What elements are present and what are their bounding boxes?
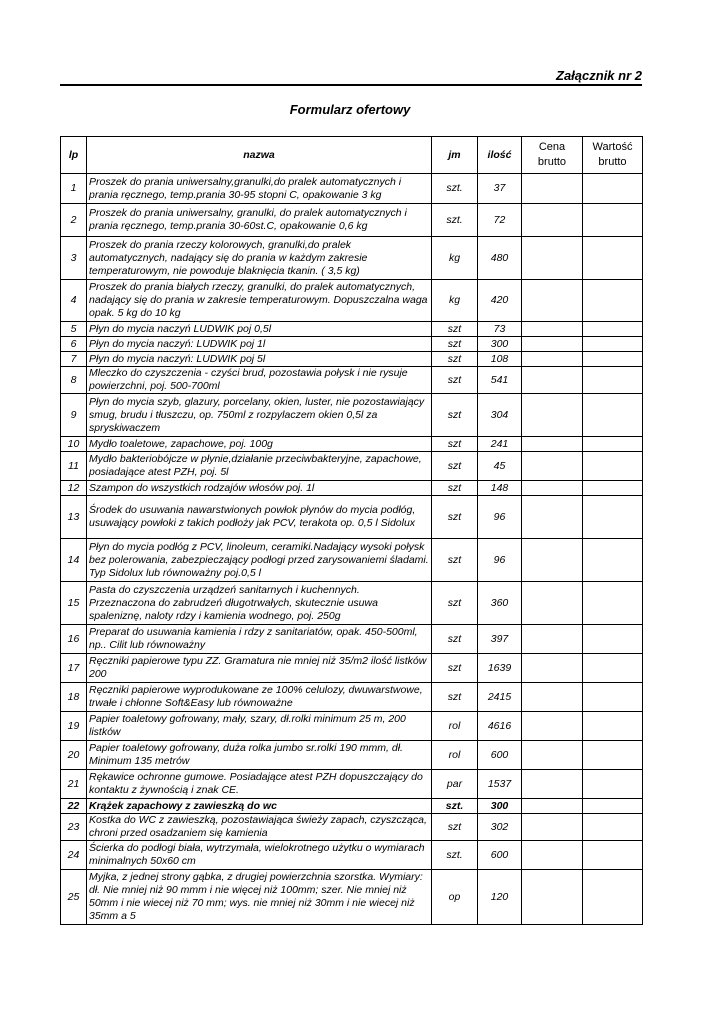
table-row [61, 539, 643, 582]
item-unit: par [432, 770, 478, 799]
price-cell [522, 741, 583, 770]
col-unit-header: jm [432, 137, 478, 174]
table-row [61, 625, 643, 654]
row-number: 2 [61, 204, 87, 237]
value-cell [583, 741, 643, 770]
item-unit: szt [432, 437, 478, 452]
item-unit: rol [432, 741, 478, 770]
item-unit: szt [432, 814, 478, 841]
item-quantity: 1639 [478, 654, 522, 683]
price-cell [522, 337, 583, 352]
item-quantity: 541 [478, 367, 522, 394]
value-cell [583, 322, 643, 337]
item-quantity: 1537 [478, 770, 522, 799]
value-cell [583, 237, 643, 280]
item-quantity: 241 [478, 437, 522, 452]
table-row [61, 367, 643, 394]
row-number: 1 [61, 174, 87, 204]
item-name: Mleczko do czyszczenia - czyści brud, pozostawia połysk i nie rysuje powierzchni, poj. 500-700ml [87, 367, 432, 394]
row-number: 16 [61, 625, 87, 654]
value-cell [583, 841, 643, 870]
price-cell [522, 582, 583, 625]
item-quantity: 73 [478, 322, 522, 337]
row-number: 18 [61, 683, 87, 712]
price-cell [522, 654, 583, 683]
table-row [61, 237, 643, 280]
item-unit: szt [432, 367, 478, 394]
table-row [61, 352, 643, 367]
table-row [61, 452, 643, 481]
row-number: 22 [61, 799, 87, 814]
item-name: Proszek do prania rzeczy kolorowych, granulki,do pralek automatycznych, nadający się do prania w każdym zakresie temperaturowym, nie powoduje blaknięcia tkanin. ( 3,5 kg) [87, 237, 432, 280]
item-quantity: 360 [478, 582, 522, 625]
table-row [61, 770, 643, 799]
row-number: 11 [61, 452, 87, 481]
row-number: 15 [61, 582, 87, 625]
item-name: Szampon do wszystkich rodzajów włosów poj. 1l [87, 481, 432, 496]
item-unit: szt [432, 625, 478, 654]
table-row [61, 280, 643, 322]
value-cell [583, 452, 643, 481]
item-quantity: 397 [478, 625, 522, 654]
item-unit: szt [432, 394, 478, 437]
item-unit: szt [432, 481, 478, 496]
row-number: 24 [61, 841, 87, 870]
col-lp-header: lp [61, 137, 87, 174]
col-price-header: Cena brutto [522, 137, 583, 174]
row-number: 4 [61, 280, 87, 322]
price-cell [522, 841, 583, 870]
item-name: Pasta do czyszczenia urządzeń sanitarnych i kuchennych. Przeznaczona do zabrudzeń długotrwałych, skutecznie usuwa spaleniznę, naloty rdzy i kamienia wodnego, poj. 250g [87, 582, 432, 625]
item-name: Ścierka do podłogi biała, wytrzymała, wielokrotnego użytku o wymiarach minimalnych 50x60 cm [87, 841, 432, 870]
item-unit: szt. [432, 841, 478, 870]
item-name: Myjka, z jednej strony gąbka, z drugiej powierzchnia szorstka. Wymiary: dł. Nie mniej niż 90 mmm i nie więcej niż 100mm; szer. Nie mniej niż 50mm i nie wiecej niż 70 mm; wys. nie mniej niż 30mm i nie wiecej niż 35mm a 5 [87, 870, 432, 925]
item-quantity: 480 [478, 237, 522, 280]
price-cell [522, 539, 583, 582]
table-row [61, 481, 643, 496]
price-cell [522, 770, 583, 799]
item-unit: rol [432, 712, 478, 741]
item-name: Ręczniki papierowe typu ZZ. Gramatura nie mniej niż 35/m2 ilość listków 200 [87, 654, 432, 683]
row-number: 19 [61, 712, 87, 741]
value-cell [583, 582, 643, 625]
row-number: 12 [61, 481, 87, 496]
header-divider [60, 84, 642, 86]
value-cell [583, 799, 643, 814]
table-row [61, 712, 643, 741]
price-cell [522, 394, 583, 437]
item-name: Proszek do prania uniwersalny,granulki,do pralek automatycznych i prania ręcznego, temp.prania 30-95 stopni C, opakowanie 3 kg [87, 174, 432, 204]
item-unit: kg [432, 237, 478, 280]
item-name: Preparat do usuwania kamienia i rdzy z sanitariatów, opak. 450-500ml, np.. Cilit lub równoważny [87, 625, 432, 654]
table-row [61, 204, 643, 237]
item-name: Proszek do prania białych rzeczy, granulki, do pralek automatycznych, nadający się do prania w zakresie temperaturowym. Dopuszczalna waga opak. 5 kg do 10 kg [87, 280, 432, 322]
value-cell [583, 174, 643, 204]
price-cell [522, 237, 583, 280]
row-number: 17 [61, 654, 87, 683]
row-number: 8 [61, 367, 87, 394]
price-cell [522, 496, 583, 539]
item-name: Mydło toaletowe, zapachowe, poj. 100g [87, 437, 432, 452]
row-number: 25 [61, 870, 87, 925]
item-name: Płyn do mycia naczyń LUDWIK poj 0,5l [87, 322, 432, 337]
item-unit: szt. [432, 799, 478, 814]
price-cell [522, 452, 583, 481]
offer-table [60, 136, 643, 925]
price-cell [522, 870, 583, 925]
table-row [61, 582, 643, 625]
value-cell [583, 394, 643, 437]
item-name: Płyn do mycia podłóg z PCV, linoleum, ceramiki.Nadający wysoki połysk bez polerowania, zabezpieczający podłogi przed zarysowaniemi śladami. Typ Sidolux lub równoważny poj.0,5 l [87, 539, 432, 582]
item-quantity: 96 [478, 496, 522, 539]
price-cell [522, 481, 583, 496]
value-cell [583, 367, 643, 394]
value-cell [583, 539, 643, 582]
item-unit: szt. [432, 174, 478, 204]
row-number: 21 [61, 770, 87, 799]
item-quantity: 72 [478, 204, 522, 237]
col-quantity-header: ilość [478, 137, 522, 174]
table-row [61, 683, 643, 712]
value-cell [583, 496, 643, 539]
price-cell [522, 814, 583, 841]
value-cell [583, 712, 643, 741]
row-number: 5 [61, 322, 87, 337]
item-name: Płyn do mycia szyb, glazury, porcelany, okien, luster, nie pozostawiający smug, brudu i tłuszczu, op. 750ml z rozpylaczem okien 0,5l za spryskiwaczem [87, 394, 432, 437]
table-row [61, 799, 643, 814]
item-unit: kg [432, 280, 478, 322]
row-number: 9 [61, 394, 87, 437]
item-quantity: 300 [478, 799, 522, 814]
table-row [61, 654, 643, 683]
value-cell [583, 654, 643, 683]
item-quantity: 304 [478, 394, 522, 437]
attachment-label: Załącznik nr 2 [556, 68, 642, 83]
value-cell [583, 683, 643, 712]
item-unit: szt [432, 683, 478, 712]
item-quantity: 300 [478, 337, 522, 352]
item-unit: szt [432, 322, 478, 337]
item-unit: szt [432, 452, 478, 481]
col-value-header: Wartość brutto [583, 137, 643, 174]
price-cell [522, 322, 583, 337]
page-title: Formularz ofertowy [289, 102, 411, 117]
item-unit: szt [432, 337, 478, 352]
price-cell [522, 799, 583, 814]
value-cell [583, 352, 643, 367]
value-cell [583, 280, 643, 322]
item-quantity: 108 [478, 352, 522, 367]
item-name: Ręczniki papierowe wyprodukowane ze 100% celulozy, dwuwarstwowe, trwałe i chłonne Soft&Easy lub równoważne [87, 683, 432, 712]
row-number: 23 [61, 814, 87, 841]
item-quantity: 120 [478, 870, 522, 925]
table-row [61, 496, 643, 539]
value-cell [583, 870, 643, 925]
price-cell [522, 683, 583, 712]
table-row [61, 174, 643, 204]
item-unit: szt [432, 352, 478, 367]
item-name: Środek do usuwania nawarstwionych powłok płynów do mycia podłóg, usuwający powłoki z takich podłoży jak PCV, terakota op. 0,5 l Sidolux [87, 496, 432, 539]
row-number: 10 [61, 437, 87, 452]
item-name: Papier toaletowy gofrowany, duża rolka jumbo sr.rolki 190 mmm, dł. Minimum 135 metrów [87, 741, 432, 770]
item-quantity: 37 [478, 174, 522, 204]
row-number: 3 [61, 237, 87, 280]
value-cell [583, 625, 643, 654]
price-cell [522, 437, 583, 452]
item-name: Krążek zapachowy z zawieszką do wc [87, 799, 432, 814]
row-number: 13 [61, 496, 87, 539]
table-row [61, 322, 643, 337]
item-quantity: 600 [478, 841, 522, 870]
item-name: Proszek do prania uniwersalny, granulki, do pralek automatycznych i prania ręcznego, temp.prania 30-60st.C, opakowanie 0,6 kg [87, 204, 432, 237]
table-row [61, 437, 643, 452]
item-name: Mydło bakteriobójcze w płynie,działanie przeciwbakteryjne, zapachowe, posiadające atest PZH, poj. 5l [87, 452, 432, 481]
item-unit: op [432, 870, 478, 925]
table-row [61, 814, 643, 841]
item-quantity: 148 [478, 481, 522, 496]
item-quantity: 302 [478, 814, 522, 841]
table-header-row [61, 137, 643, 174]
item-quantity: 600 [478, 741, 522, 770]
table-row [61, 741, 643, 770]
value-cell [583, 814, 643, 841]
item-name: Rękawice ochronne gumowe. Posiadające atest PZH dopuszczający do kontaktu z żywnością i znak CE. [87, 770, 432, 799]
item-quantity: 45 [478, 452, 522, 481]
price-cell [522, 625, 583, 654]
item-name: Kostka do WC z zawieszką, pozostawiająca świeży zapach, czyszcząca, chroni przed osadzaniem się kamienia [87, 814, 432, 841]
row-number: 6 [61, 337, 87, 352]
price-cell [522, 204, 583, 237]
price-cell [522, 174, 583, 204]
row-number: 14 [61, 539, 87, 582]
item-unit: szt [432, 496, 478, 539]
price-cell [522, 712, 583, 741]
price-cell [522, 367, 583, 394]
item-quantity: 96 [478, 539, 522, 582]
value-cell [583, 337, 643, 352]
item-unit: szt [432, 654, 478, 683]
row-number: 7 [61, 352, 87, 367]
table-row [61, 394, 643, 437]
item-quantity: 4616 [478, 712, 522, 741]
item-quantity: 420 [478, 280, 522, 322]
table-row [61, 841, 643, 870]
item-unit: szt. [432, 204, 478, 237]
value-cell [583, 437, 643, 452]
price-cell [522, 280, 583, 322]
table-row [61, 337, 643, 352]
item-name: Płyn do mycia naczyń: LUDWIK poj 1l [87, 337, 432, 352]
item-name: Papier toaletowy gofrowany, mały, szary, dł.rolki minimum 25 m, 200 listków [87, 712, 432, 741]
col-name-header: nazwa [87, 137, 432, 174]
item-unit: szt [432, 539, 478, 582]
value-cell [583, 481, 643, 496]
row-number: 20 [61, 741, 87, 770]
value-cell [583, 204, 643, 237]
value-cell [583, 770, 643, 799]
item-quantity: 2415 [478, 683, 522, 712]
table-row [61, 870, 643, 925]
item-name: Płyn do mycia naczyń: LUDWIK poj 5l [87, 352, 432, 367]
price-cell [522, 352, 583, 367]
item-unit: szt [432, 582, 478, 625]
